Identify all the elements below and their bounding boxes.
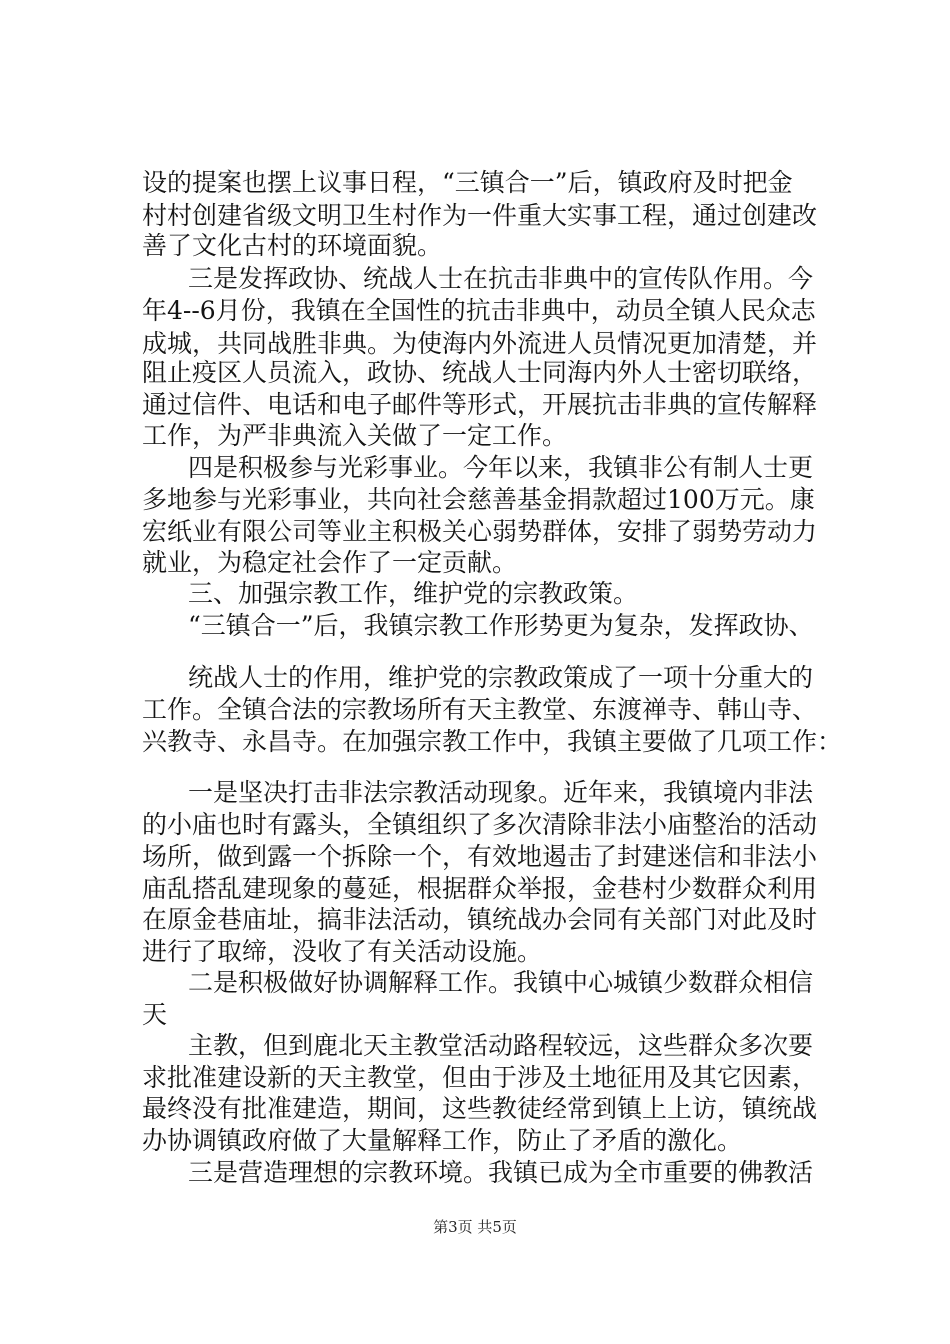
text-line: 兴教寺、永昌寺。在加强宗教工作中，我镇主要做了几项工作：: [142, 727, 843, 756]
text-line: 年4--6月份，我镇在全国性的抗击非典中，动员全镇人民众志: [142, 296, 816, 325]
text-line: 村村创建省级文明卫生村作为一件重大实事工程，通过创建改: [142, 201, 818, 230]
text-line: 场所，做到露一个拆除一个，有效地遏击了封建迷信和非法小: [142, 842, 818, 871]
text-line: 进行了取缔，没收了有关活动设施。: [142, 937, 543, 966]
text-line: 统战人士的作用，维护党的宗教政策成了一项十分重大的: [188, 663, 814, 692]
section-heading: 三、加强宗教工作，维护党的宗教政策。: [188, 579, 639, 608]
text-line: 主教，但到鹿北天主教堂活动路程较远，这些群众多次要: [188, 1031, 814, 1060]
text-line: 办协调镇政府做了大量解释工作，防止了矛盾的激化。: [142, 1126, 743, 1155]
text-line: 就业，为稳定社会作了一定贡献。: [142, 548, 518, 577]
text-line: 在原金巷庙址，搞非法活动，镇统战办会同有关部门对此及时: [142, 905, 818, 934]
text-line: “三镇合一”后，我镇宗教工作形势更为复杂，发挥政协、: [188, 611, 814, 640]
text-line: 的小庙也时有露头，全镇组织了多次清除非法小庙整治的活动: [142, 810, 818, 839]
text-line: 阻止疫区人员流入，政协、统战人士同海内外人士密切联络，: [142, 358, 818, 387]
text-line: 多地参与光彩事业，共向社会慈善基金捐款超过100万元。康: [142, 485, 815, 514]
text-line: 四是积极参与光彩事业。今年以来，我镇非公有制人士更: [188, 453, 814, 482]
text-line: 三是发挥政协、统战人士在抗击非典中的宣传队作用。今: [188, 264, 814, 293]
text-line: 庙乱搭乱建现象的蔓延，根据群众举报，金巷村少数群众利用: [142, 874, 818, 903]
text-line: 成城，共同战胜非典。为使海内外流进人员情况更加清楚，并: [142, 329, 818, 358]
page-number-label: 第3页 共5页: [433, 1218, 517, 1236]
text-line: 宏纸业有限公司等业主积极关心弱势群体，安排了弱势劳动力: [142, 517, 818, 546]
text-line: 工作。全镇合法的宗教场所有天主教堂、东渡禅寺、韩山寺、: [142, 695, 818, 724]
text-line: 一是坚决打击非法宗教活动现象。近年来，我镇境内非法: [188, 778, 814, 807]
text-line: 设的提案也摆上议事日程，“三镇合一”后，镇政府及时把金: [142, 168, 793, 197]
text-line: 二是积极做好协调解释工作。我镇中心城镇少数群众相信: [188, 968, 814, 997]
text-line: 天: [142, 1000, 168, 1029]
text-line: 求批准建设新的天主教堂，但由于涉及土地征用及其它因素，: [142, 1063, 818, 1092]
text-line: 通过信件、电话和电子邮件等形式，开展抗击非典的宣传解释: [142, 390, 818, 419]
page-footer: [0, 1217, 950, 1237]
text-line: 善了文化古村的环境面貌。: [142, 231, 443, 260]
text-line: 三是营造理想的宗教环境。我镇已成为全市重要的佛教活: [188, 1158, 814, 1187]
text-line: 最终没有批准建造，期间，这些教徒经常到镇上上访，镇统战: [142, 1094, 818, 1123]
text-line: 工作，为严非典流入关做了一定工作。: [142, 421, 568, 450]
